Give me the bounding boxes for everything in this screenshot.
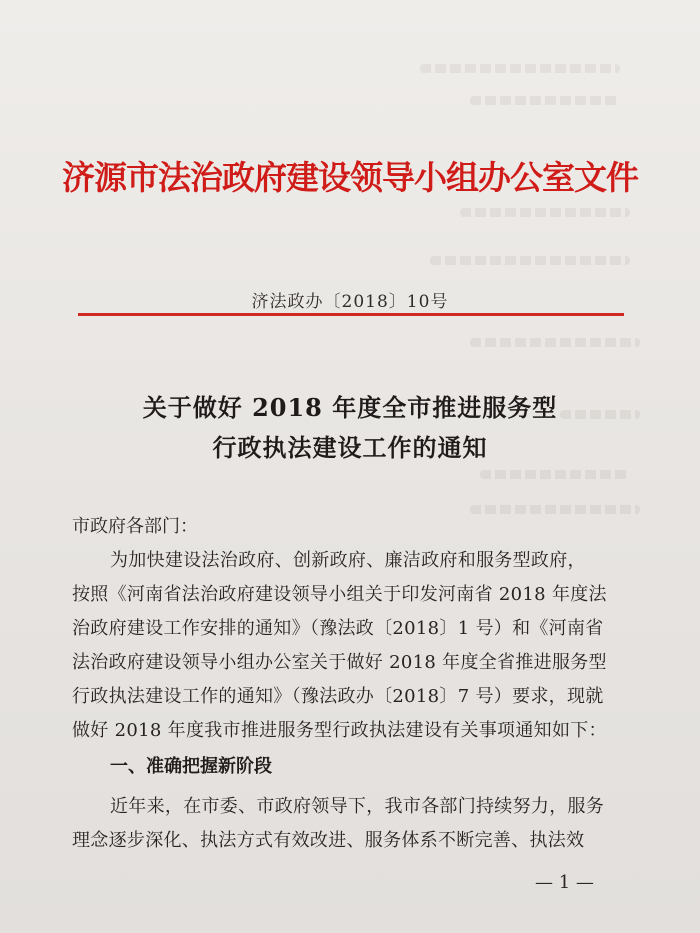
salutation: 市政府各部门： xyxy=(72,516,198,537)
body-line-3: 治政府建设工作安排的通知》（豫法政〔2018〕1 号）和《河南省 xyxy=(72,618,604,639)
page-number: — 1 — xyxy=(535,872,594,893)
body-line-5: 行政执法建设工作的通知》（豫法政办〔2018〕7 号）要求，现就 xyxy=(72,686,604,707)
body-line-1: 为加快建设法治政府、创新政府、廉洁政府和服务型政府， xyxy=(110,550,586,571)
notice-title-line-2: 行政执法建设工作的通知 xyxy=(212,433,488,462)
document-number: 济法政办〔2018〕10号 xyxy=(251,292,449,312)
red-divider-line xyxy=(78,313,624,316)
section-1-heading: 一、准确把握新阶段 xyxy=(110,756,272,777)
body-line-6: 做好 2018 年度我市推进服务型行政执法建设有关事项通知如下： xyxy=(72,720,607,741)
issuer-header-title: 济源市法治政府建设领导小组办公室文件 xyxy=(62,158,638,197)
section-1-line-1: 近年来，在市委、市政府领导下，我市各部门持续努力，服务 xyxy=(110,796,605,817)
body-line-4: 法治政府建设领导小组办公室关于做好 2018 年度全省推进服务型 xyxy=(72,652,607,673)
notice-title-line-1: 关于做好 2018 年度全市推进服务型 xyxy=(142,393,558,422)
body-line-2: 按照《河南省法治政府建设领导小组关于印发河南省 2018 年度法 xyxy=(72,584,607,605)
section-1-line-2: 理念逐步深化、执法方式有效改进、服务体系不断完善、执法效 xyxy=(72,830,585,851)
